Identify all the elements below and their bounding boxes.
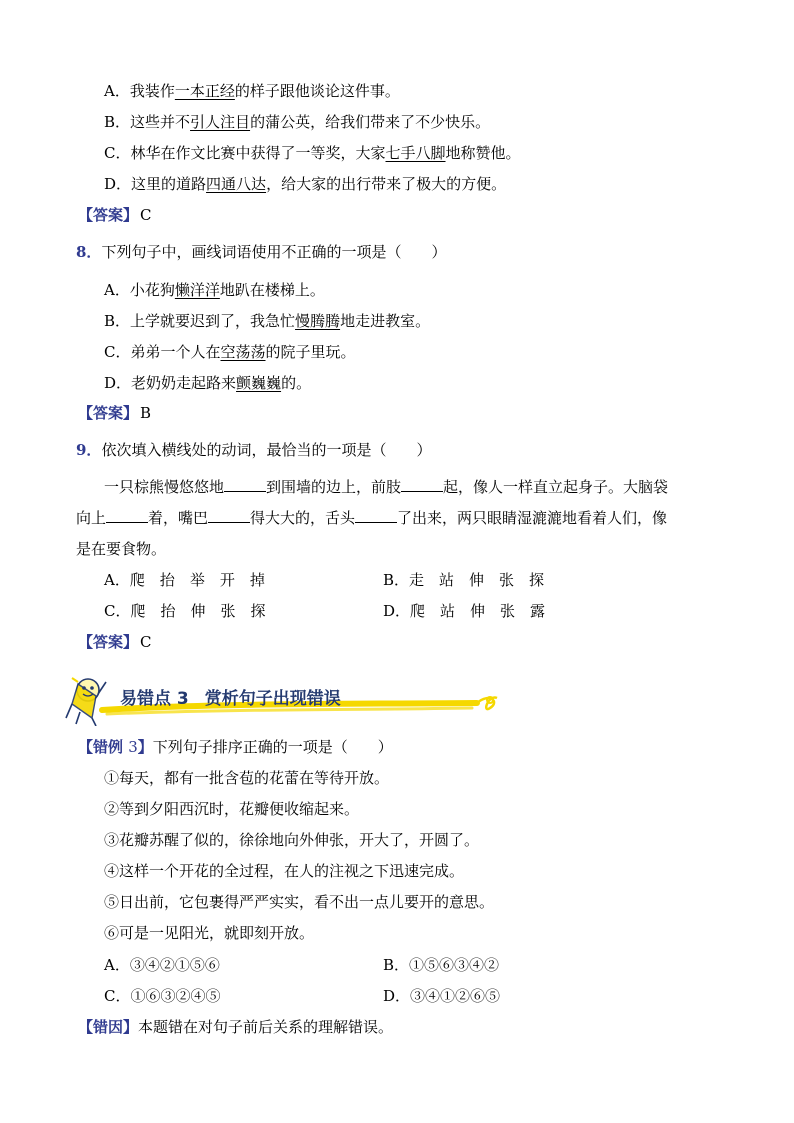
example-sentence: ②等到夕阳西沉时，花瓣便收缩起来。 xyxy=(104,800,360,818)
q7-option-a: A．我装作一本正经的样子跟他谈论这件事。 xyxy=(104,82,400,100)
q9-option-b: B．走 站 伸 张 探 xyxy=(383,571,545,589)
q9-option-a: A．爬 抬 举 开 掉 xyxy=(104,571,265,589)
q8-stem: 8．下列句子中，画线词语使用不正确的一项是（ ） xyxy=(76,243,447,261)
example-reason: 【错因】本题错在对句子前后关系的理解错误。 xyxy=(78,1018,394,1036)
q9-passage-line-3: 是在要食物。 xyxy=(76,540,167,558)
q8-option-b: B．上学就要迟到了，我急忙慢腾腾地走进教室。 xyxy=(104,312,431,330)
example-sentence: ⑤日出前，它包裹得严严实实，看不出一点儿要开的意思。 xyxy=(104,893,495,911)
q8-option-d: D．老奶奶走起路来颤巍巍的。 xyxy=(104,374,312,392)
example-label: 【错例 3】 xyxy=(78,738,153,756)
q7-option-d: D．这里的道路四通八达，给大家的出行带来了极大的方便。 xyxy=(104,175,507,193)
q7-option-c: C．林华在作文比赛中获得了一等奖，大家七手八脚地称赞他。 xyxy=(104,144,521,162)
example-option-c: C．①⑥③②④⑤ xyxy=(104,987,221,1005)
q9-answer: 【答案】 C xyxy=(78,633,152,651)
example-option-a: A．③④②①⑤⑥ xyxy=(104,956,220,974)
example-sentence: ①每天，都有一批含苞的花蕾在等待开放。 xyxy=(104,769,390,787)
q7-answer: 【答案】 C xyxy=(78,206,152,224)
q9-stem: 9．依次填入横线处的动词，最恰当的一项是（ ） xyxy=(76,441,432,459)
q9-option-d: D．爬 站 伸 张 露 xyxy=(383,602,546,620)
q9-option-c: C．爬 抬 伸 张 探 xyxy=(104,602,266,620)
example-stem: 【错例 3】下列句子排序正确的一项是（ ） xyxy=(78,738,393,756)
example-option-d: D．③④①②⑥⑤ xyxy=(383,987,501,1005)
example-option-b: B．①⑤⑥③④② xyxy=(383,956,500,974)
blank xyxy=(106,508,148,523)
example-sentence: ⑥可是一见阳光，就即刻开放。 xyxy=(104,924,315,942)
q8-answer: 【答案】 B xyxy=(78,404,152,422)
q8-option-c: C．弟弟一个人在空荡荡的院子里玩。 xyxy=(104,343,356,361)
example-sentence: ③花瓣苏醒了似的，徐徐地向外伸张，开大了，开圆了。 xyxy=(104,831,480,849)
blank xyxy=(224,477,266,492)
example-sentence: ④这样一个开花的全过程，在人的注视之下迅速完成。 xyxy=(104,862,465,880)
blank xyxy=(401,477,443,492)
q9-passage-line-2: 向上 着，嘴巴 得大大的，舌头 了出来，两只眼睛湿漉漉地看着人们，像 xyxy=(76,509,668,527)
blank xyxy=(208,508,250,523)
q9-passage-line-1: 一只棕熊慢悠悠地 到围墙的边上，前肢 起，像人一样直立起身子。大脑袋 xyxy=(104,478,669,496)
section-banner xyxy=(62,670,502,726)
q8-option-a: A．小花狗懒洋洋地趴在楼梯上。 xyxy=(104,281,325,299)
q7-option-b: B．这些并不引人注目的蒲公英，给我们带来了不少快乐。 xyxy=(104,113,491,131)
section-title: 易错点 3 赏析句子出现错误 xyxy=(120,689,341,709)
blank xyxy=(355,508,397,523)
